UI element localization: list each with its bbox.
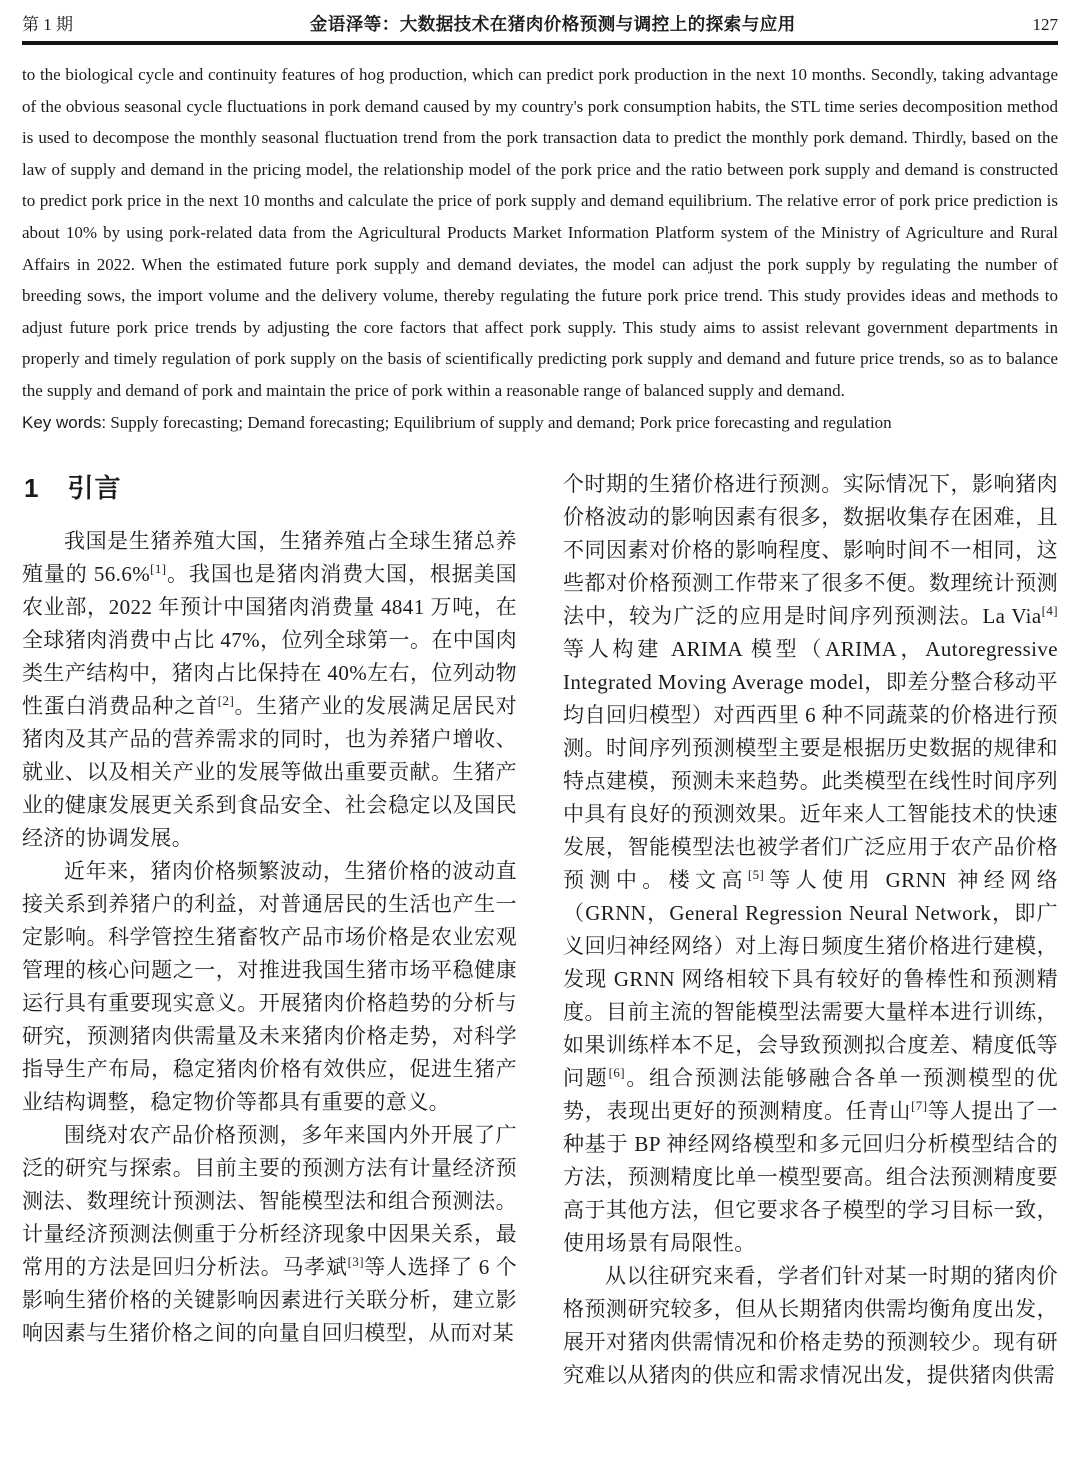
text-run: 。我国也是猪肉消费大国，根据美国农业部，2022 年预计中国猪肉消费量 4841 万吨，在全球猪肉消费中占比 47%，位列全球第一。在中国肉类生产结构中，猪肉占比保持在 40%左右，位列动物性蛋白消费品种之首 <box>22 562 518 719</box>
keywords-label: Key words: <box>22 412 107 432</box>
header-rule <box>22 41 1058 45</box>
right-column <box>563 468 1058 1392</box>
citation-ref: [7] <box>911 1098 928 1114</box>
citation-ref: [3] <box>347 1254 364 1270</box>
paragraph <box>22 855 517 1119</box>
citation-ref: [4] <box>1041 603 1058 619</box>
left-column <box>22 468 517 1392</box>
issue-label: 第 1 期 <box>22 15 73 34</box>
text-run: 等人构建 ARIMA 模型（ARIMA，Autoregressive Integrated Moving Average model，即差分整合移动平均自回归模型）对西西里 6 种不同蔬菜的价格进行预测。时间序列预测模型主要是根据历史数据的规律和特点建模，预测未来趋势。此类模型在线性时间序列中具有良好的预测效果。近年来人工智能技术的快速发展，智能模型法也被学者们广泛应用于农产品价格预测中。楼文高 <box>563 637 1058 893</box>
citation-ref: [6] <box>608 1065 625 1081</box>
text-run: 等人选择了 6 个影响生猪价格的关键影响因素进行关联分析，建立影响因素与生猪价格之间的向量自回归模型，从而对某 <box>22 1255 518 1346</box>
citation-ref: [1] <box>150 561 167 577</box>
two-column-body <box>22 468 1058 1392</box>
text-run: 围绕对农产品价格预测，多年来国内外开展了广泛的研究与探索。目前主要的预测方法有计量经济预测法、数理统计预测法、智能模型法和组合预测法。计量经济预测法侧重于分析经济现象中因果关系，最常用的方法是回归分析法。马孝斌 <box>22 1123 517 1280</box>
text-run: 我国是生猪养殖大国，生猪养殖占全球生猪总养殖量的 56.6% <box>22 529 517 587</box>
keywords-line <box>22 407 1058 439</box>
abstract-continuation: to the biological cycle and continuity features of hog production, which can predict pork production in the next 10 months. Secondly, taking advantage of the obvious seasonal cycle fluctuations in pork demand caused by my country's pork consumption habits, the STL time series decomposition method is used to decompose the monthly seasonal fluctuation trend from the pork transaction data to predict the monthly pork demand. Thirdly, based on the law of supply and demand in the pricing model, the relationship model of the pork price and the ratio between pork supply and demand is constructed to predict pork price in the next 10 months and calculate the price of pork supply and demand equilibrium. The relative error of pork price prediction is about 10% by using pork-related data from the Agricultural Products Market Information Platform system of the Ministry of Agriculture and Rural Affairs in 2022. When the estimated future pork supply and demand deviates, the model can adjust the pork supply by regulating the number of breeding sows, the import volume and the delivery volume, thereby regulating the future pork price trend. This study provides ideas and methods to adjust future pork price trends by adjusting the core factors that affect pork supply. This study aims to assist relevant government departments in properly and timely regulation of pork supply on the basis of scientifically predicting pork supply and demand and future price trends, so as to balance the supply and demand of pork and maintain the price of pork within a reasonable range of balanced supply and demand. <box>22 65 1058 400</box>
text-run: 。组合预测法能够融合各单一预测模型的优势，表现出更好的预测精度。任青山 <box>563 1066 1058 1124</box>
paragraph <box>22 1119 517 1350</box>
citation-ref: [5] <box>747 867 765 883</box>
citation-ref: [2] <box>217 693 235 709</box>
paragraph <box>22 525 517 855</box>
paragraph <box>563 468 1058 1260</box>
text-run: 个时期的生猪价格进行预测。实际情况下，影响猪肉价格波动的影响因素有很多，数据收集存在困难，且不同因素对价格的影响程度、影响时间不一相同，这些都对价格预测工作带来了很多不便。数理统计预测法中，较为广泛的应用是时间序列预测法。La Via <box>563 472 1058 629</box>
section-heading <box>24 472 517 505</box>
section-title: 引言 <box>67 473 122 504</box>
text-run: 等人提出了一种基于 BP 神经网络模型和多元回归分析模型结合的方法，预测精度比单一模型要高。组合法预测精度要高于其他方法，但它要求各子模型的学习目标一致，使用场景有局限性。 <box>563 1099 1058 1256</box>
section-number: 1 <box>24 473 40 504</box>
keywords-text: Supply forecasting; Demand forecasting; Equilibrium of supply and demand; Pork price forecasting and regulation <box>106 412 892 432</box>
text-run: 。生猪产业的发展满足居民对猪肉及其产品的营养需求的同时，也为养猪户增收、就业、以及相关产业的发展等做出重要贡献。生猪产业的健康发展更关系到食品安全、社会稳定以及国民经济的协调发展。 <box>22 694 517 851</box>
page-header <box>22 10 1058 36</box>
text-run: 等人使用 GRNN 神经网络（GRNN，General Regression Neural Network，即广义回归神经网络）对上海日频度生猪价格进行建模，发现 GRNN 网络相较下具有较好的鲁棒性和预测精度。目前主流的智能模型法需要大量样本进行训练，如果训练样本不足，会导致预测拟合度差、精度低等问题 <box>563 868 1058 1091</box>
text-run: 从以往研究来看，学者们针对某一时期的猪肉价格预测研究较多，但从长期猪肉供需均衡角度出发，展开对猪肉供需情况和价格走势的预测较少。现有研究难以从猪肉的供应和需求情况出发，提供猪肉供需 <box>563 1264 1058 1388</box>
text-run: 近年来，猪肉价格频繁波动，生猪价格的波动直接关系到养猪户的利益，对普通居民的生活也产生一定影响。科学管控生猪畜牧产品市场价格是农业宏观管理的核心问题之一，对推进我国生猪市场平稳健康运行具有重要现实意义。开展猪肉价格趋势的分析与研究，预测猪肉供需量及未来猪肉价格走势，对科学指导生产布局，稳定猪肉价格有效供应，促进生猪产业结构调整，稳定物价等都具有重要的意义。 <box>22 859 517 1115</box>
page-number: 127 <box>1032 15 1058 34</box>
paragraph <box>563 1260 1058 1392</box>
running-title: 金语泽等：大数据技术在猪肉价格预测与调控上的探索与应用 <box>309 14 796 34</box>
